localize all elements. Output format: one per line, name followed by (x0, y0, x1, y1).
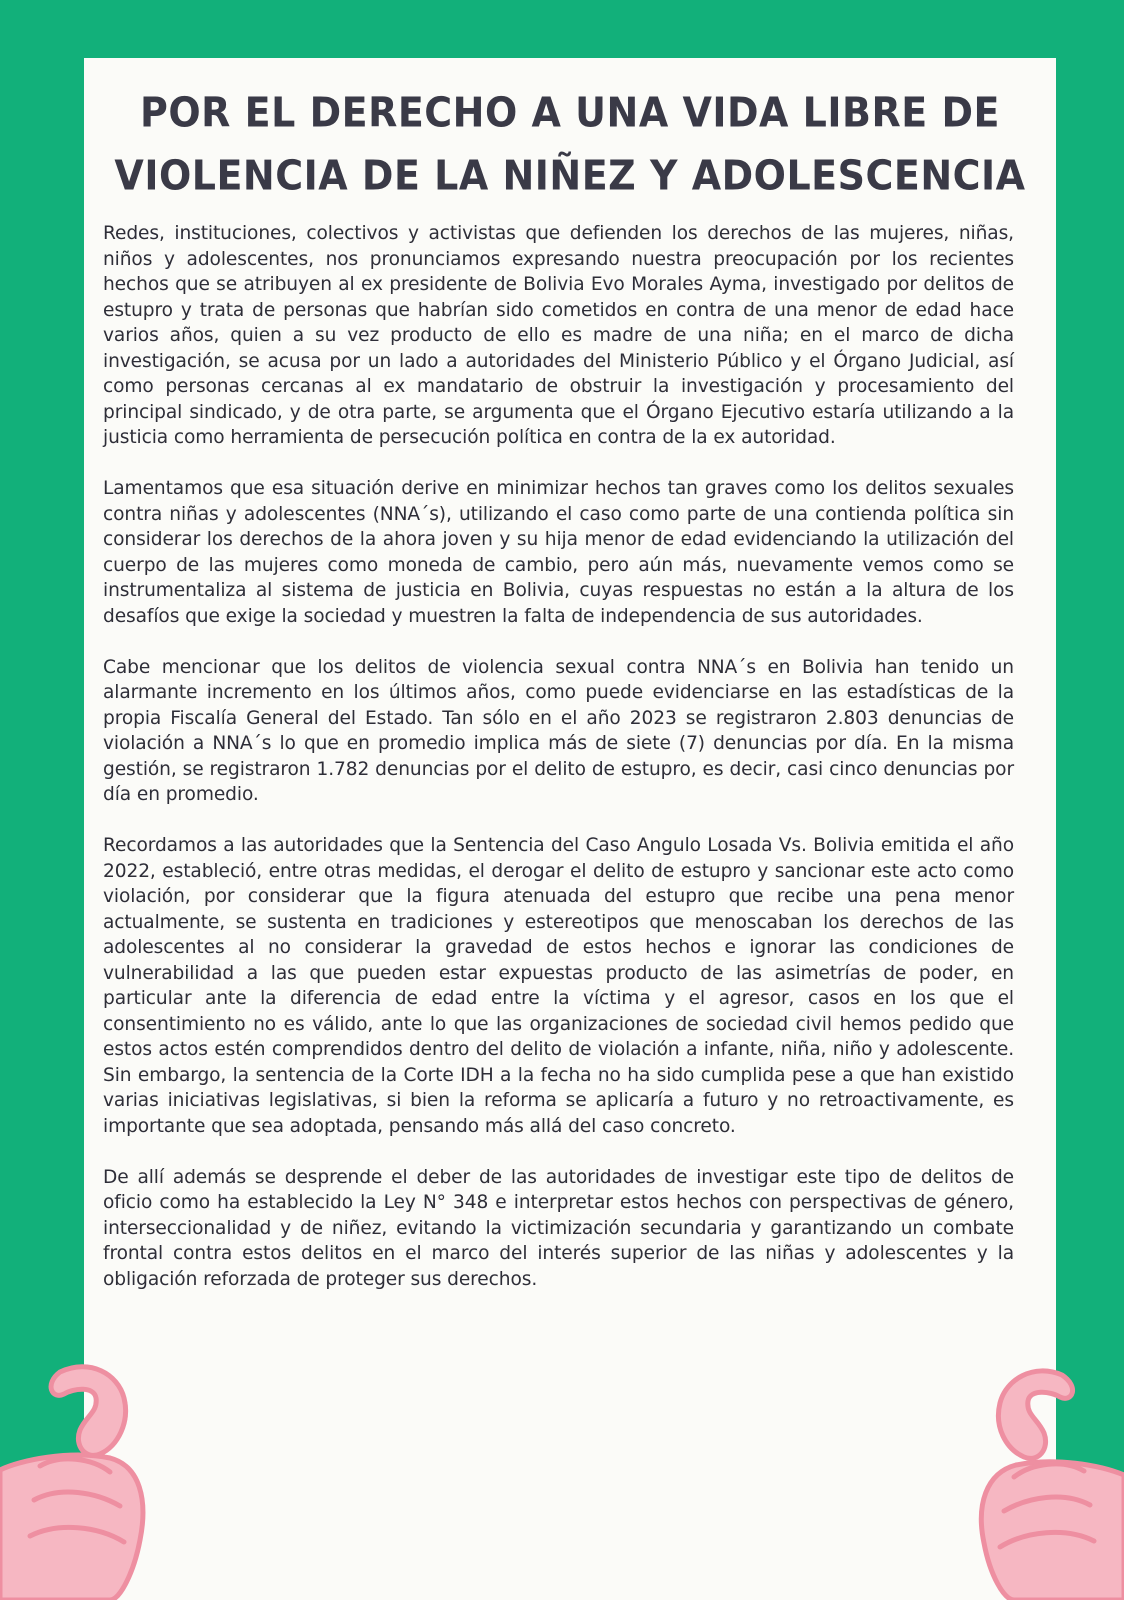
paragraph-1: Redes, instituciones, colectivos y activistas que defienden los derechos de las mujeres, niñas, niños y adolescentes, nos pronunciamos expresando nuestra preocupación por los recientes hechos que se atribuyen al ex presidente de Bolivia Evo Morales Ayma, investigado por delitos de estupro y trata de personas que habrían sido cometidos en contra de una menor de edad hace varios años, quien a su vez producto de ello es madre de una niña; en el marco de dicha investigación, se acusa por un lado a autoridades del Ministerio Público y el Órgano Judicial, así como personas cercanas al ex mandatario de obstruir la investigación y procesamiento del principal sindicado, y de otra parte, se argumenta que el Órgano Ejecutivo estaría utilizando a la justicia como herramienta de persecución política en contra de la ex autoridad. (103, 223, 1014, 448)
paragraph-2: Lamentamos que esa situación derive en minimizar hechos tan graves como los delitos sexuales contra niñas y adolescentes (NNA´s), utilizando el caso como parte de una contienda política sin considerar los derechos de la ahora joven y su hija menor de edad evidenciando la utilización del cuerpo de las mujeres como moneda de cambio, pero aún más, nuevamente vemos como se instrumentaliza al sistema de justicia en Bolivia, cuyas respuestas no están a la altura de los desafíos que exige la sociedad y muestren la falta de independencia de sus autoridades. (103, 478, 1014, 627)
letter-sheet (84, 58, 1056, 1600)
letter-body (103, 221, 1014, 1318)
paragraph-4: Recordamos a las autoridades que la Sentencia del Caso Angulo Losada Vs. Bolivia emitida el año 2022, estableció, entre otras medidas, el derogar el delito de estupro y sancionar este acto como violación, por considerar que la figura atenuada del estupro que recibe una pena menor actualmente, se sustenta en tradiciones y estereotipos que menoscaban los derechos de las adolescentes al no considerar la gravedad de estos hechos e ignorar las condiciones de vulnerabilidad a las que pueden estar expuestas producto de las asimetrías de poder, en particular ante la diferencia de edad entre la víctima y el agresor, casos en los que el consentimiento no es válido, ante lo que las organizaciones de sociedad civil hemos pedido que estos actos estén comprendidos dentro del delito de violación a infante, niña, niño y adolescente. Sin embargo, la sentencia de la Corte IDH a la fecha no ha sido cumplida pese a que han existido varias iniciativas legislativas, si bien la reforma se aplicaría a futuro y no retroactivamente, es importante que sea adoptada, pensando más allá del caso concreto. (103, 835, 1014, 1137)
paragraph-3: Cabe mencionar que los delitos de violencia sexual contra NNA´s en Bolivia han tenido un alarmante incremento en los últimos años, como puede evidenciarse en las estadísticas de la propia Fiscalía General del Estado. Tan sólo en el año 2023 se registraron 2.803 denuncias de violación a NNA´s lo que en promedio implica más de siete (7) denuncias por día. En la misma gestión, se registraron 1.782 denuncias por el delito de estupro, es decir, casi cinco denuncias por día en promedio. (103, 656, 1014, 805)
page-title (84, 81, 1056, 206)
title-line-2: VIOLENCIA DE LA NIÑEZ Y ADOLESCENCIA (114, 151, 1026, 200)
right-hand-icon (970, 1355, 1124, 1600)
paragraph-5: De allí además se desprende el deber de las autoridades de investigar este tipo de delitos de oficio como ha establecido la Ley N° 348 e interpretar estos hechos con perspectivas de género, interseccionalidad y de niñez, evitando la victimización secundaria y garantizando un combate frontal contra estos delitos en el marco del interés superior de las niñas y adolescentes y la obligación reforzada de proteger sus derechos. (103, 1166, 1014, 1290)
title-line-1: POR EL DERECHO A UNA VIDA LIBRE DE (140, 88, 1000, 137)
left-hand-icon (0, 1350, 150, 1600)
